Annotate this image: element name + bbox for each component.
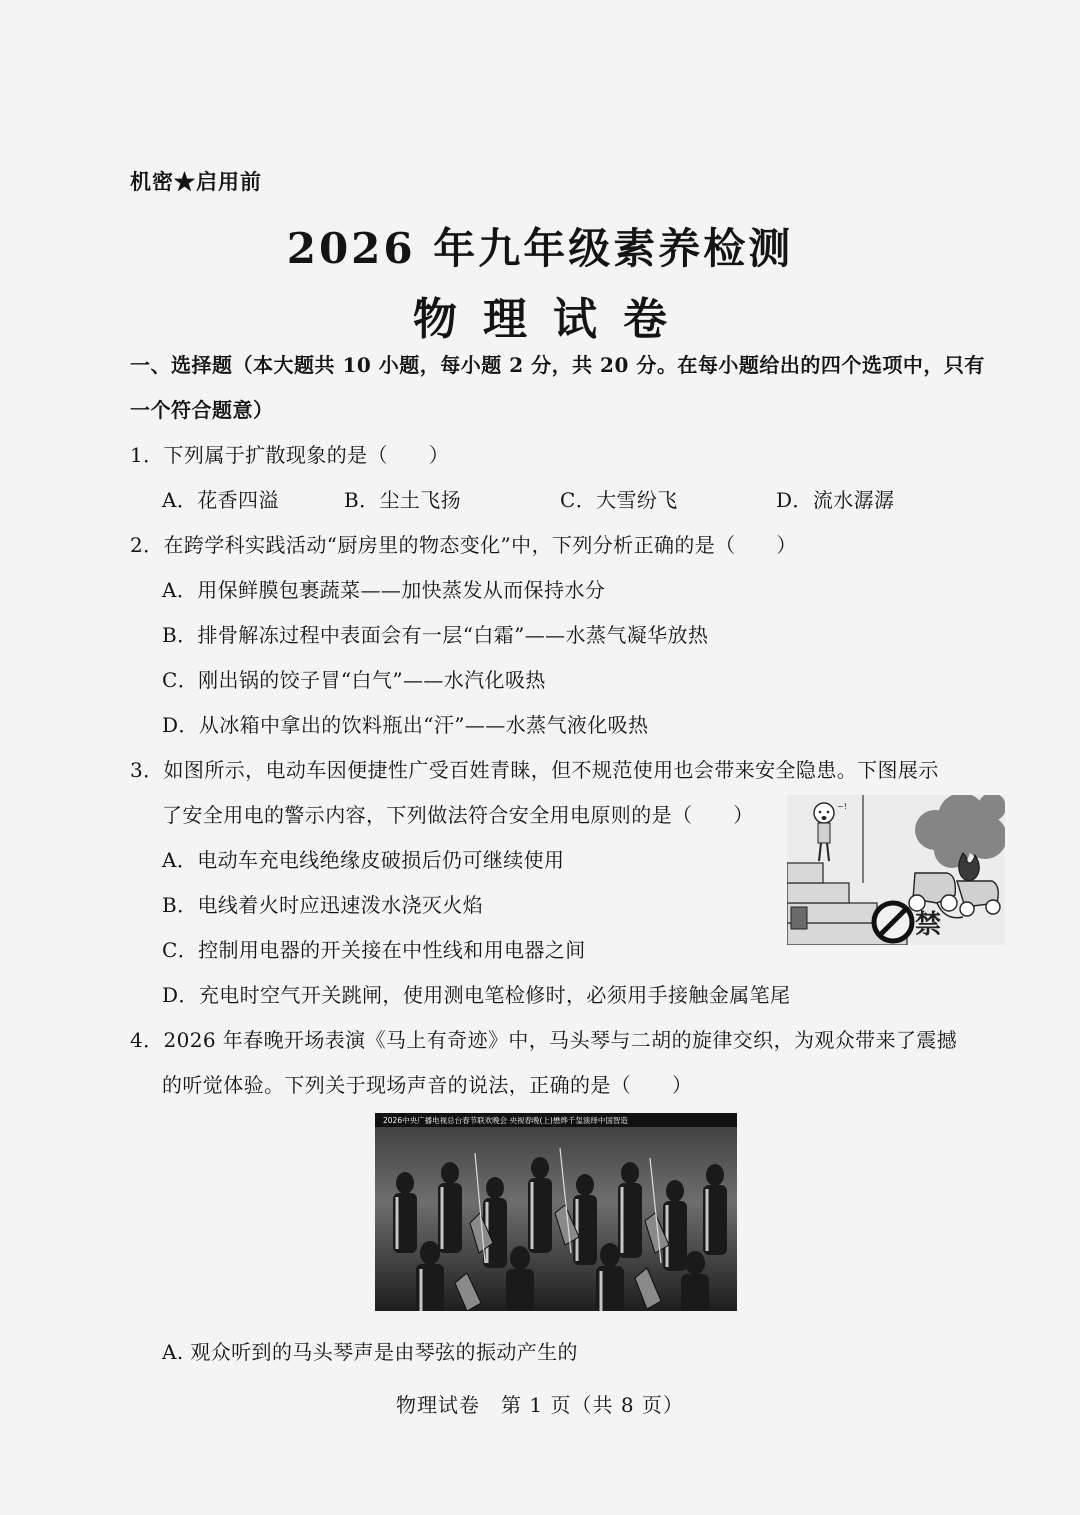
exam-title: 2026 年九年级素养检测 (286, 224, 794, 273)
no-entry-sign-icon (874, 903, 912, 941)
classification-label: 机密★启用前 (130, 169, 262, 194)
q1-option-c: C．大雪纷飞 (560, 488, 678, 512)
q3-option-c: C．控制用电器的开关接在中性线和用电器之间 (162, 938, 586, 962)
question-1-stem: 1．下列属于扩散现象的是（ ） (130, 443, 450, 467)
photo-caption: 2026中央广播电视总台春节联欢晚会 央视春晚(上)懋烨千玺演绎中国智造 (383, 1116, 628, 1125)
exam-subject: 物理试卷 (413, 294, 693, 345)
question-2-stem: 2．在跨学科实践活动“厨房里的物态变化”中，下列分析正确的是（ ） (130, 533, 797, 557)
section-heading-line1: 一、选择题（本大题共 10 小题，每小题 2 分，共 20 分。在每小题给出的四个选项中，只有 (130, 353, 985, 377)
section-heading-line2: 一个符合题意） (130, 398, 274, 422)
q3-option-a: A．电动车充电线绝缘皮破损后仍可继续使用 (162, 848, 565, 872)
q1-option-d: D．流水潺潺 (776, 488, 895, 512)
q2-option-a: A．用保鲜膜包裹蔬菜——加快蒸发从而保持水分 (162, 578, 606, 602)
q3-option-d: D．充电时空气开关跳闸，使用测电笔检修时，必须用手接触金属笔尾 (162, 983, 791, 1007)
svg-text:~!: ~! (837, 802, 847, 811)
question-4-stem-line1: 4．2026 年春晚开场表演《马上有奇迹》中，马头琴与二胡的旋律交织，为观众带来了震撼 (130, 1028, 958, 1052)
q2-option-c: C．刚出锅的饺子冒“白气”——水汽化吸热 (162, 668, 546, 692)
question-3-stem-line1: 3．如图所示，电动车因便捷性广受百姓青睐，但不规范使用也会带来安全隐患。下图展示 (130, 758, 939, 782)
q3-option-b: B．电线着火时应迅速泼水浇灭火焰 (162, 893, 484, 917)
ban-character: 禁 (915, 910, 942, 940)
q4-option-a: A. 观众听到的马头琴声是由琴弦的振动产生的 (162, 1340, 578, 1364)
q2-option-d: D．从冰箱中拿出的饮料瓶出“汗”——水蒸气液化吸热 (162, 713, 649, 737)
q2-option-b: B．排骨解冻过程中表面会有一层“白霜”——水蒸气凝华放热 (162, 623, 709, 647)
question-4-stem-line2: 的听觉体验。下列关于现场声音的说法，正确的是（ ） (162, 1073, 693, 1097)
q4-figure-performance-photo (375, 1113, 737, 1311)
q1-option-a: A．花香四溢 (162, 488, 279, 512)
q1-option-b: B．尘土飞扬 (344, 488, 462, 512)
page-footer: 物理试卷 第 1 页（共 8 页） (396, 1393, 684, 1417)
q3-figure-ebike-fire (787, 795, 1005, 945)
question-3-stem-line2: 了安全用电的警示内容，下列做法符合安全用电原则的是（ ） (162, 803, 754, 827)
